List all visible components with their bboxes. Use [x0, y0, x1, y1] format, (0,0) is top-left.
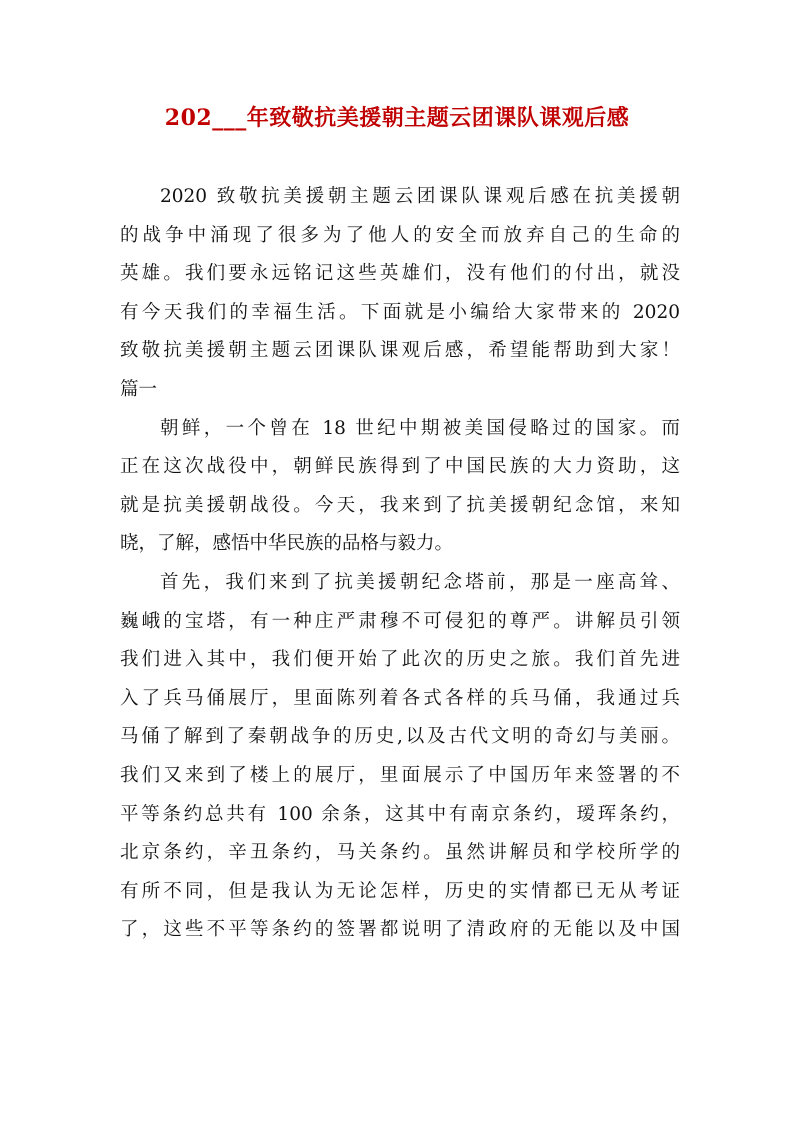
paragraph-line: 马俑了解到了秦朝战争的历史,以及古代文明的奇幻与美丽。 — [120, 726, 680, 748]
paragraph-line: 2020 致敬抗美援朝主题云团课队课观后感在抗美援朝 — [160, 186, 680, 207]
paragraph-line: 平等条约总共有 100 余条，这其中有南京条约，瑷珲条约， — [120, 803, 680, 825]
paragraph-line: 朝鲜，一个曾在 18 世纪中期被美国侵略过的国家。而 — [160, 417, 680, 439]
paragraph-line: 入了兵马俑展厅，里面陈列着各式各样的兵马俑，我通过兵 — [120, 687, 680, 709]
paragraph-line: 了，这些不平等条约的签署都说明了清政府的无能以及中国 — [120, 919, 680, 941]
paragraph-line: 的战争中涌现了很多为了他人的安全而放弃自己的生命的 — [120, 224, 680, 246]
document-body — [120, 178, 680, 950]
paragraph-line: 致敬抗美援朝主题云团课队课观后感，希望能帮助到大家！ — [120, 340, 680, 362]
section-heading: 篇一 — [120, 378, 158, 400]
paragraph-line: 北京条约，辛丑条约，马关条约。虽然讲解员和学校所学的 — [120, 842, 680, 864]
paragraph-line: 巍峨的宝塔，有一种庄严肃穆不可侵犯的尊严。讲解员引领 — [120, 610, 680, 632]
paragraph-line: 正在这次战役中，朝鲜民族得到了中国民族的大力资助，这 — [120, 456, 680, 478]
document-title: 202___年致敬抗美援朝主题云团课队课观后感 — [164, 105, 630, 131]
paragraph-line: 有今天我们的幸福生活。下面就是小编给大家带来的 2020 — [120, 301, 680, 323]
paragraph-line: 晓，了解，感悟中华民族的品格与毅力。 — [120, 533, 454, 555]
paragraph-line: 首先，我们来到了抗美援朝纪念塔前，那是一座高耸、 — [160, 571, 680, 593]
paragraph-line: 有所不同，但是我认为无论怎样，历史的实情都已无从考证 — [120, 880, 680, 902]
paragraph-line: 英雄。我们要永远铭记这些英雄们，没有他们的付出，就没 — [120, 263, 680, 285]
paragraph-line: 就是抗美援朝战役。今天，我来到了抗美援朝纪念馆，来知 — [120, 494, 680, 516]
paragraph-line: 我们进入其中，我们便开始了此次的历史之旅。我们首先进 — [120, 649, 680, 671]
paragraph-line: 我们又来到了楼上的展厅，里面展示了中国历年来签署的不 — [120, 764, 680, 786]
